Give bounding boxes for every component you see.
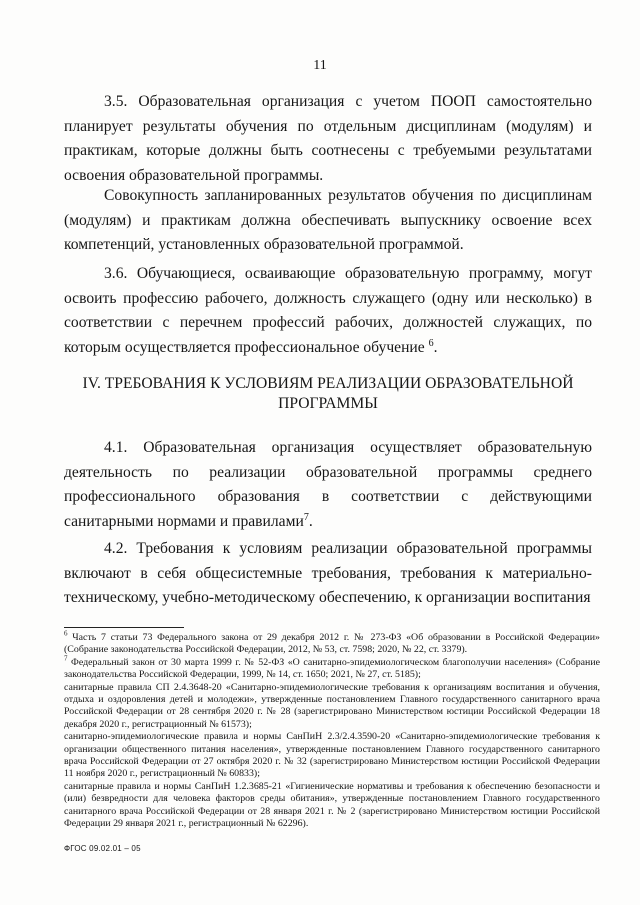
footnote-ref-7[interactable]: 7 (303, 511, 309, 523)
footnote-7-item-sp: санитарные правила СП 2.4.3648-20 «Санитарно-эпидемиологические требования к организациям воспитания и обучения, отдыха и оздоровления детей и молодежи», утвержденные постановлением Главного государственного санитарного врача Российской Федерации от 28 сентября 2020 г. № 28 (зарегистрировано Министерством юстиции Российской Федерации 18 декабря 2020 г., регистрационный № 61573); (64, 681, 600, 730)
paragraph-4-1-end: . (308, 512, 313, 530)
document-code: ФГОС 09.02.01 – 05 (64, 844, 141, 853)
footnotes (64, 629, 600, 831)
paragraph-4-2: 4.2. Требования к условиям реализации образовательной программы включают в себя общесистемные требования, требования к материально-техническому, учебно-методическому обеспечению, к организации воспитания (64, 540, 592, 606)
page-number: 11 (313, 58, 327, 73)
paragraph-3-6 (64, 262, 592, 360)
footnote-7-item-sanpin-3685: санитарные правила и нормы СанПиН 1.2.3685-21 «Гигиенические нормативы и требования к обеспечению безопасности и (или) безвредности для человека факторов среды обитания», утвержденные постановлением Главного государственного санитарного врача Российской Федерации от 28 января 2021 г. № 2 (зарегистрировано Министерством юстиции Российской Федерации 29 января 2021 г., регистрационный № 62296). (64, 780, 600, 830)
footnote-6-text: Часть 7 статьи 73 Федерального закона от 29 декабря 2012 г. № 273-ФЗ «Об образовании в Российской Федерации» (Собрание законодательства Российской Федерации, 2012, № 53, ст. 7598; 2020, № 22, ст. 3379). (64, 632, 600, 656)
footnote-7-text: Федеральный закон от 30 марта 1999 г. № 52-ФЗ «О санитарно-эпидемиологическом благополучии населения» (Собрание законодательства Российской Федерации, 1999, № 14, ст. 1650; 2021, № 27, ст. 5185); (64, 656, 600, 681)
footnote-7-item-sanpin-3590: санитарно-эпидемиологические правила и нормы СанПиН 2.3/2.4.3590-20 «Санитарно-эпидемиологические требования к организации общественного питания населения», утвержденные постановлением Главного государственного санитарного врача Российской Федерации от 27 октября 2020 г. № 32 (зарегистрировано Министерством юстиции Российской Федерации 11 ноября 2020 г., регистрационный № 60833); (64, 731, 600, 780)
footnote-6 (64, 629, 600, 657)
paragraph-4-1-text: 4.1. Образовательная организация осуществляет образовательную деятельность по реализации образовательной программы среднего профессионального образования в соответствии с действующими санитарными нормами и правилами (64, 439, 592, 530)
paragraph-learning-outcomes: Совокупность запланированных результатов обучения по дисциплинам (модулям) и практикам должна обеспечивать выпускнику освоение всех компетенций, установленных образовательной программой. (64, 187, 592, 253)
footnote-7-mark: 7 (64, 654, 68, 663)
paragraph-3-5: 3.5. Образовательная организация с учетом ПООП самостоятельно планирует результаты обучения по отдельным дисциплинам (модулям) и практикам, которые должны быть соотнесены с требуемыми результатами освоения образовательной программы. (64, 93, 592, 184)
footnote-ref-6[interactable]: 6 (428, 337, 434, 349)
footnote-6-mark: 6 (64, 629, 68, 638)
paragraph-4-1 (64, 436, 592, 534)
paragraph-3-6-end: . (433, 338, 438, 356)
paragraph-3-6-text: 3.6. Обучающиеся, осваивающие образовательную программу, могут освоить профессию рабочего, должность служащего (одну или несколько) в соответствии с перечнем профессий рабочих, должностей служащих, по которым осуществляется профессиональное обучение (64, 265, 592, 356)
footnote-separator (64, 627, 184, 628)
footnote-7 (64, 654, 600, 682)
section-heading-iv: IV. ТРЕБОВАНИЯ К УСЛОВИЯМ РЕАЛИЗАЦИИ ОБРАЗОВАТЕЛЬНОЙ ПРОГРАММЫ (82, 375, 574, 412)
